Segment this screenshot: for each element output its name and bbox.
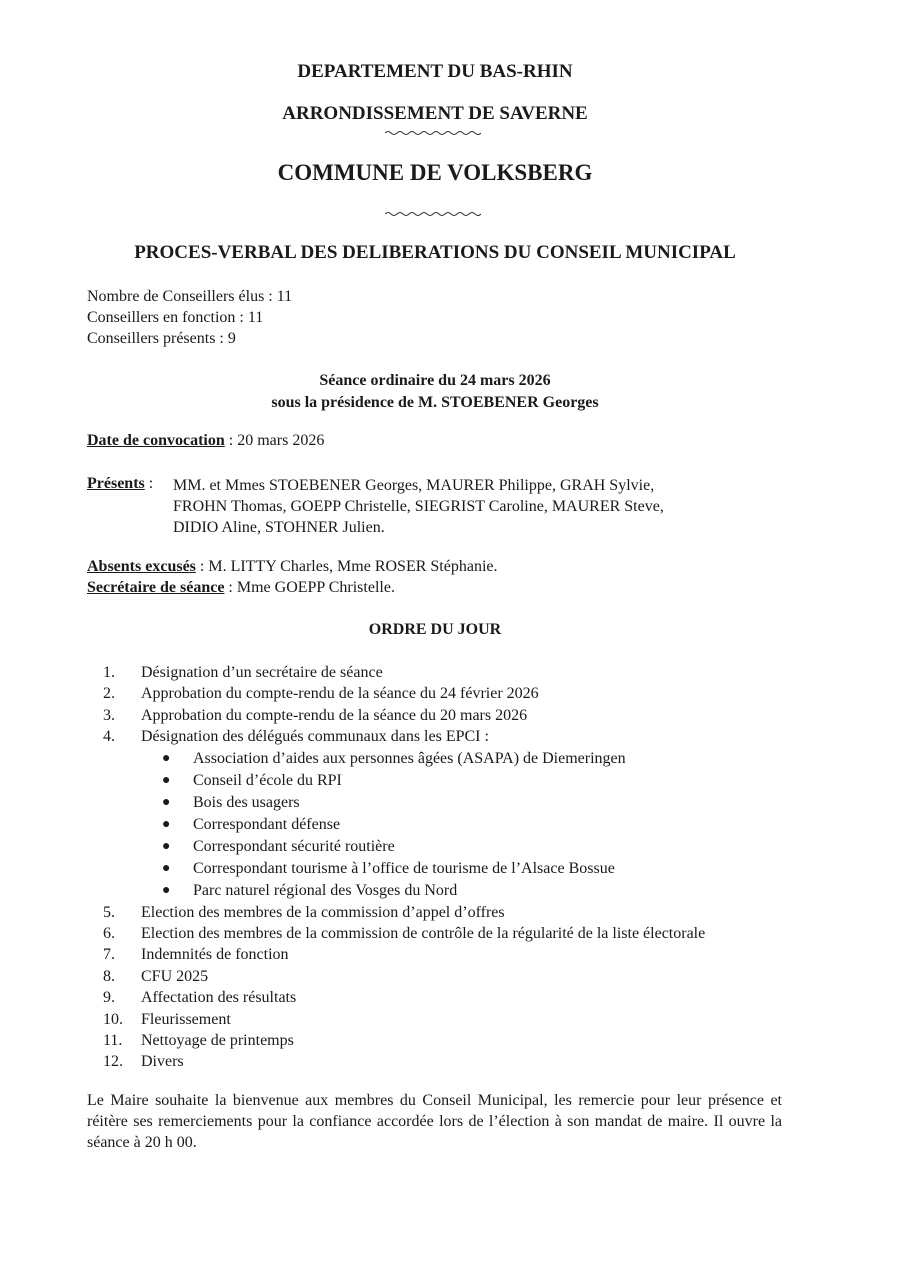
agenda-text: Election des membres de la commission d’appel d’offres (141, 903, 505, 921)
epci-text: Association d’aides aux personnes âgées (ASAPA) de Diemeringen (193, 749, 626, 767)
epci-item (162, 748, 705, 770)
agenda-item (103, 662, 705, 683)
presents-label-line (87, 475, 153, 493)
stat-line: Conseillers en fonction : 11 (87, 309, 264, 326)
epci-item (162, 814, 705, 836)
epci-text: Parc naturel régional des Vosges du Nord (193, 881, 458, 899)
agenda-item (103, 1030, 705, 1051)
session-info (0, 370, 870, 414)
agenda-list (103, 662, 705, 1073)
presents-line: DIDIO Aline, STOHNER Julien. (173, 519, 385, 536)
agenda-number: 5. (103, 903, 115, 921)
stat-line: Nombre de Conseillers élus : 11 (87, 288, 293, 305)
agenda-number: 10. (103, 1010, 123, 1028)
agenda-item (103, 683, 705, 704)
agenda-title: ORDRE DU JOUR (368, 621, 502, 638)
absents-label: Absents excusés (87, 558, 196, 575)
epci-text: Correspondant tourisme à l’office de tourisme de l’Alsace Bossue (193, 859, 615, 877)
epci-item (162, 836, 705, 858)
agenda-item (103, 705, 705, 726)
epci-text: Correspondant défense (193, 815, 341, 833)
session-date: Séance ordinaire du 24 mars 2026 (319, 372, 551, 389)
bullet-icon: ● (162, 750, 171, 766)
presents-label: Présents (87, 475, 145, 492)
agenda-text: Nettoyage de printemps (141, 1032, 294, 1050)
presents-line: MM. et Mmes STOEBENER Georges, MAURER Philippe, GRAH Sylvie, (173, 477, 655, 494)
commune-heading: COMMUNE DE VOLKSBERG (277, 160, 593, 185)
agenda-number: 9. (103, 989, 115, 1007)
decorative-divider (385, 130, 481, 136)
secretaire-label: Secrétaire de séance (87, 579, 225, 596)
convocation-value: : 20 mars 2026 (224, 432, 325, 449)
agenda-number: 4. (103, 728, 115, 746)
agenda-text: Election des membres de la commission de contrôle de la régularité de la liste électorale (141, 925, 706, 943)
agenda-number: 7. (103, 946, 115, 964)
absents-value: : M. LITTY Charles, Mme ROSER Stéphanie. (195, 558, 498, 575)
intro-paragraph: Le Maire souhaite la bienvenue aux membres du Conseil Municipal, les remercie pour leur présence et réitère ses remerciements pour la confiance accordée lors de l’élection à son mandat de maire. Il ouvre la séance à 20 h 00. (87, 1092, 782, 1151)
convocation-label: Date de convocation (87, 432, 225, 449)
epci-item (162, 880, 705, 902)
agenda-text: Indemnités de fonction (141, 946, 289, 964)
agenda-text: Fleurissement (141, 1010, 231, 1028)
presents-line: FROHN Thomas, GOEPP Christelle, SIEGRIST Caroline, MAURER Steve, (173, 498, 664, 515)
arrondissement-heading: ARRONDISSEMENT DE SAVERNE (282, 103, 588, 124)
agenda-item (103, 902, 705, 923)
bullet-icon: ● (162, 794, 171, 810)
presents-list (173, 475, 773, 538)
document-title: PROCES-VERBAL DES DELIBERATIONS DU CONSEIL MUNICIPAL (134, 242, 736, 263)
agenda-text: Désignation des délégués communaux dans les EPCI : (141, 728, 489, 746)
agenda-text: Divers (141, 1053, 184, 1071)
bullet-icon: ● (162, 816, 171, 832)
agenda-item (103, 1051, 705, 1072)
agenda-item (103, 1009, 705, 1030)
epci-item (162, 770, 705, 792)
secretaire-value: : Mme GOEPP Christelle. (224, 579, 395, 596)
bullet-icon: ● (162, 838, 171, 854)
agenda-item (103, 726, 705, 747)
agenda-number: 3. (103, 706, 115, 724)
epci-sublist (162, 748, 705, 902)
agenda-number: 2. (103, 685, 115, 703)
epci-text: Bois des usagers (193, 793, 300, 811)
presents-sep: : (144, 475, 154, 492)
epci-item (162, 792, 705, 814)
agenda-item (103, 944, 705, 965)
stat-line: Conseillers présents : 9 (87, 330, 236, 347)
agenda-item (103, 923, 705, 944)
council-stats (87, 286, 292, 349)
agenda-number: 1. (103, 664, 115, 681)
agenda-number: 12. (103, 1053, 123, 1071)
absents-line (87, 558, 497, 576)
agenda-number: 8. (103, 967, 115, 985)
agenda-item (103, 987, 705, 1008)
agenda-text: Affectation des résultats (141, 989, 297, 1007)
epci-text: Correspondant sécurité routière (193, 837, 395, 855)
departement-heading: DEPARTEMENT DU BAS-RHIN (297, 61, 573, 82)
convocation-line (87, 432, 324, 450)
bullet-icon: ● (162, 772, 171, 788)
agenda-number: 11. (103, 1032, 123, 1050)
bullet-icon: ● (162, 860, 171, 876)
epci-item (162, 858, 705, 880)
agenda-text: Désignation d’un secrétaire de séance (141, 664, 383, 681)
agenda-text: Approbation du compte-rendu de la séance du 20 mars 2026 (141, 706, 528, 724)
agenda-text: Approbation du compte-rendu de la séance du 24 février 2026 (141, 685, 539, 703)
secretaire-line (87, 579, 395, 597)
agenda-text: CFU 2025 (141, 967, 209, 985)
agenda-item (103, 966, 705, 987)
bullet-icon: ● (162, 882, 171, 898)
agenda-number: 6. (103, 925, 115, 943)
session-president: sous la présidence de M. STOEBENER Georges (271, 394, 599, 411)
decorative-divider (385, 211, 481, 217)
epci-text: Conseil d’école du RPI (193, 771, 342, 789)
